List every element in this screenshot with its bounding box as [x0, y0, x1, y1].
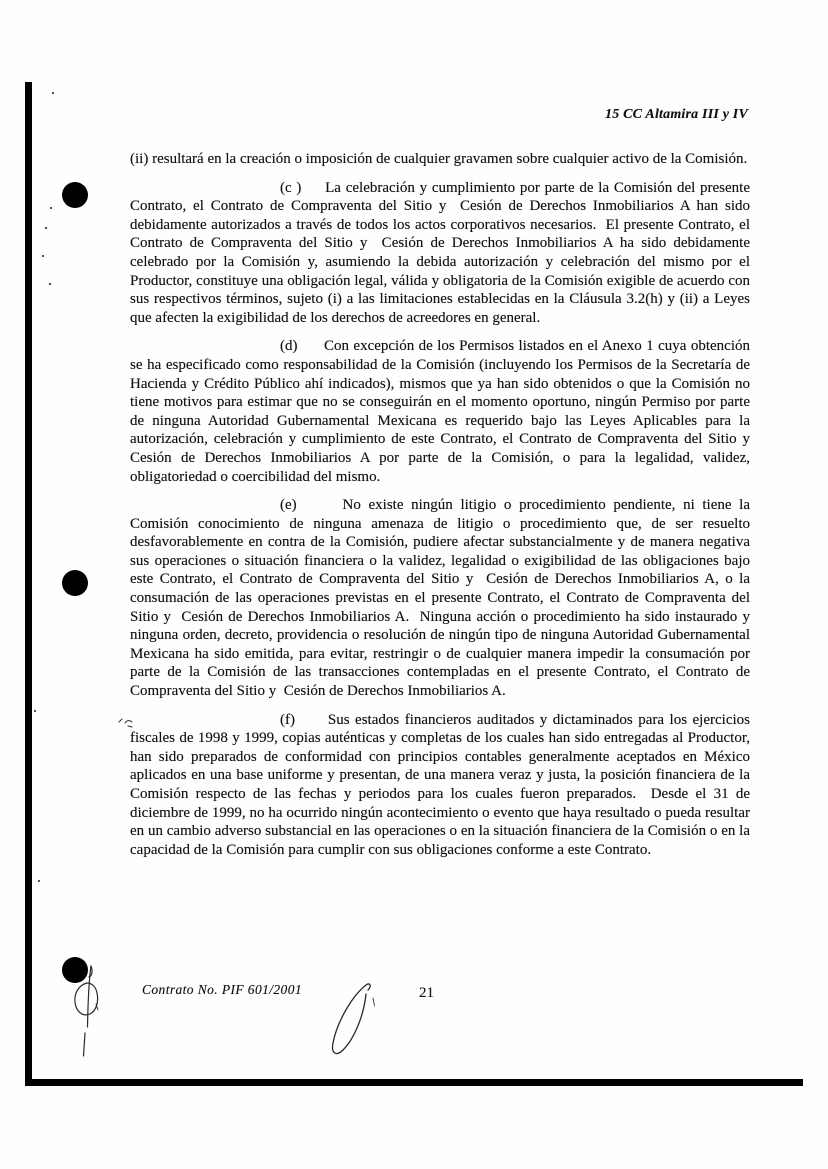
page-header — [605, 107, 748, 123]
hole-punch-mark-middle — [62, 570, 88, 596]
contract-body — [130, 150, 750, 869]
hole-punch-mark-top — [62, 182, 88, 208]
hole-punch-mark-bottom — [62, 957, 88, 983]
scan-edge-bar-left — [25, 82, 32, 1086]
clause-d: (d) Con excepción de los Permisos listados en el Anexo 1 cuya obtención se ha especificado como responsabilidad de la Comisión (incluyendo los Permisos de la Secretaría de Hacienda y Crédito Público ahí indicados), mismos que ya han sido obtenidos o que la Comisión no tiene motivos para estimar que no se conseguirán en el momento oportuno, ningún Permiso por parte de ninguna Autoridad Gubernamental Mexicana es requerido bajo las Leyes Aplicables para la autorización, celebración y cumplimiento de este Contrato, el Contrato de Compraventa del Sitio y Cesión de Derechos Inmobiliarios A por parte de la Comisión, o para la legalidad, validez, obligatoriedad o coercibilidad del mismo. — [130, 338, 750, 485]
clause-e: (e) No existe ningún litigio o procedimiento pendiente, ni tiene la Comisión conocimiento de ninguna amenaza de litigio o procedimiento que, de ser resuelto desfavorablemente en contra de la Comisión, pudiere afectar substancialmente y de manera negativa sus operaciones o situación financiera o la validez, legalidad o exigibilidad de las obligaciones bajo este Contrato, el Contrato de Compraventa del Sitio y Cesión de Derechos Inmobiliarios A, o la consumación de las operaciones previstas en el presente Contrato, el Contrato de Compraventa del Sitio y Cesión de Derechos Inmobiliarios A. Ninguna acción o procedimiento ha sido instaurado y ninguna orden, decreto, providencia o resolución de ningún tipo de ninguna Autoridad Gubernamental Mexicana ha sido emitida, para evitar, restringir o de cualquier manera impedir la consumación por parte de la Comisión de las transacciones contempladas en el presente Contrato, el Contrato de Compraventa del Sitio y Cesión de Derechos Inmobiliarios A. — [130, 497, 750, 700]
clause-f: (f) Sus estados financieros auditados y dictaminados para los ejercicios fiscales de 1998 y 1999, copias auténticas y completas de los cuales han sido entregadas al Productor, han sido preparados de conformidad con principios contables generalmente aceptados en México aplicados en una base uniforme y presentan, de una manera veraz y justa, la posición financiera de la Comisión respecto de las fechas y periodos para los cuales fueron preparados. Desde el 31 de diciembre de 1999, no ha ocurrido ningún acontecimiento o evento que haya resultado o pueda resultar en un cambio adverso substancial en las operaciones o en la situación financiera de la Comisión o en la capacidad de la Comisión para cumplir con sus obligaciones conforme a este Contrato. — [130, 711, 750, 858]
clause-ii: (ii) resultará en la creación o imposición de cualquier gravamen sobre cualquier activo de la Comisión. — [130, 151, 748, 167]
footer-page-number: 21 — [419, 985, 434, 1001]
clause-c: (c ) La celebración y cumplimiento por parte de la Comisión del presente Contrato, el Contrato de Compraventa del Sitio y Cesión de Derechos Inmobiliarios A han sido debidamente autorizados a través de todos los actos corporativos necesarios. El presente Contrato, el Contrato de Compraventa del Sitio y Cesión de Derechos Inmobiliarios A ha sido debidamente celebrado por la Comisión y, asumiendo la debida autorización y celebración del mismo por el Productor, constituye una obligación legal, válida y obligatoria de la Comisión exigible de acuerdo con sus respectivos términos, sujeto (i) a las limitaciones establecidas en la Cláusula 3.2(h) y (ii) a Leyes que afecten la exigibilidad de los derechos de acreedores en general. — [130, 179, 750, 326]
header-reference: 15 CC Altamira III y IV — [605, 107, 748, 122]
scan-edge-bar-bottom — [25, 1079, 803, 1086]
footer-contract-number: Contrato No. PIF 601/2001 — [142, 982, 303, 997]
